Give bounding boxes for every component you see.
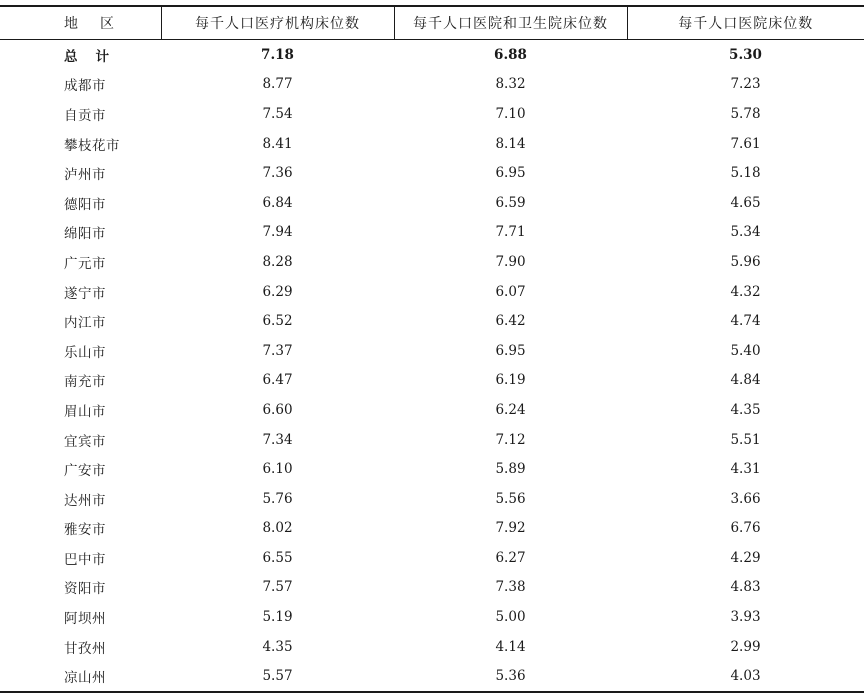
region-cell: 宜宾市 [64,433,106,450]
table-row [0,395,864,425]
region-cell: 德阳市 [64,196,106,213]
hosp-health-beds-cell: 6.59 [495,194,526,211]
inst-beds-cell: 8.02 [262,520,293,537]
table-row [0,277,864,307]
total-row [0,40,864,70]
hosp-health-beds-cell: 8.14 [495,135,526,152]
table-row [0,514,864,544]
hosp-health-beds-cell: 5.56 [495,490,526,507]
inst-beds-cell: 6.47 [262,372,293,389]
beds-per-thousand-table [0,5,864,693]
total-label [0,40,161,70]
header-inst-beds: 每千人口医疗机构床位数 [161,6,394,40]
hosp-beds-cell: 5.78 [730,105,761,122]
table-row [0,543,864,573]
total-hosp-beds: 5.30 [729,46,762,63]
region-cell: 凉山州 [0,661,161,692]
hosp-health-beds-cell: 7.10 [495,105,526,122]
hosp-health-beds-cell: 4.14 [495,638,526,655]
hosp-beds-cell: 4.03 [627,661,864,692]
hosp-health-beds-cell: 8.32 [495,76,526,93]
table-row [0,70,864,100]
hosp-beds-cell: 3.66 [730,490,761,507]
table-row [0,632,864,662]
hosp-health-beds-cell: 6.95 [495,342,526,359]
hosp-health-beds-cell: 6.42 [495,313,526,330]
region-cell: 泸州市 [64,167,106,184]
inst-beds-cell: 6.55 [262,549,293,566]
hosp-health-beds-cell: 7.90 [495,253,526,270]
table-row [0,129,864,159]
inst-beds-cell: 8.77 [262,76,293,93]
region-cell: 自贡市 [64,107,106,124]
table-row [0,336,864,366]
table-row [0,602,864,632]
hosp-beds-cell: 6.76 [730,520,761,537]
hosp-beds-cell: 5.34 [730,224,761,241]
inst-beds-cell: 7.94 [262,224,293,241]
hosp-beds-cell: 5.51 [730,431,761,448]
hosp-beds-cell: 4.74 [730,313,761,330]
hosp-beds-cell: 4.83 [730,579,761,596]
table-row [0,366,864,396]
region-cell: 雅安市 [64,522,106,539]
table-row [0,573,864,603]
region-cell: 资阳市 [64,581,106,598]
hosp-health-beds-cell: 6.07 [495,283,526,300]
inst-beds-cell: 8.41 [262,135,293,152]
total-hosp-health-beds: 6.88 [494,46,527,63]
hosp-health-beds-cell: 7.12 [495,431,526,448]
table-row [0,247,864,277]
region-cell: 甘孜州 [64,640,106,657]
region-cell: 乐山市 [64,344,106,361]
header-hosp-health-beds: 每千人口医院和卫生院床位数 [394,6,627,40]
inst-beds-cell: 5.57 [161,661,394,692]
inst-beds-cell: 6.84 [262,194,293,211]
hosp-beds-cell: 5.40 [730,342,761,359]
region-cell: 绵阳市 [64,226,106,243]
hosp-health-beds-cell: 6.24 [495,401,526,418]
total-label-char1: 总 [64,48,78,65]
inst-beds-cell: 6.29 [262,283,293,300]
inst-beds-cell: 6.52 [262,313,293,330]
hosp-beds-cell: 7.23 [730,76,761,93]
region-cell: 广安市 [64,463,106,480]
region-cell: 南充市 [64,374,106,391]
inst-beds-cell: 7.37 [262,342,293,359]
table-row [0,484,864,514]
hosp-health-beds-cell: 7.92 [495,520,526,537]
inst-beds-cell: 7.54 [262,105,293,122]
hosp-beds-cell: 4.84 [730,372,761,389]
hosp-beds-cell: 3.93 [730,609,761,626]
inst-beds-cell: 7.57 [262,579,293,596]
table-row [0,306,864,336]
inst-beds-cell: 6.10 [262,461,293,478]
region-cell: 眉山市 [64,403,106,420]
inst-beds-cell: 8.28 [262,253,293,270]
header-region-char2: 区 [100,16,114,32]
hosp-health-beds-cell: 6.19 [495,372,526,389]
total-label-char2: 计 [95,48,109,65]
table-row [0,99,864,129]
total-inst-beds: 7.18 [261,46,294,63]
header-region-char1: 地 [64,16,78,32]
hosp-beds-cell: 5.18 [730,165,761,182]
hosp-beds-cell: 2.99 [730,638,761,655]
region-cell: 广元市 [64,255,106,272]
region-cell: 巴中市 [64,551,106,568]
region-cell: 内江市 [64,315,106,332]
hosp-beds-cell: 5.96 [730,253,761,270]
hosp-beds-cell: 4.29 [730,549,761,566]
region-cell: 成都市 [64,78,106,95]
hosp-health-beds-cell: 6.27 [495,549,526,566]
hosp-beds-cell: 4.35 [730,401,761,418]
table-row [0,158,864,188]
inst-beds-cell: 7.36 [262,165,293,182]
hosp-beds-cell: 4.65 [730,194,761,211]
hosp-health-beds-cell: 5.89 [495,461,526,478]
hosp-health-beds-cell: 7.38 [495,579,526,596]
inst-beds-cell: 7.34 [262,431,293,448]
table-row [0,425,864,455]
header-region [0,6,161,40]
region-cell: 达州市 [64,492,106,509]
inst-beds-cell: 4.35 [262,638,293,655]
hosp-beds-cell: 4.31 [730,461,761,478]
table-row [0,218,864,248]
inst-beds-cell: 5.76 [262,490,293,507]
header-row [0,6,864,40]
hosp-health-beds-cell: 5.00 [495,609,526,626]
table-row [0,661,864,692]
region-cell: 阿坝州 [64,611,106,628]
table-row [0,188,864,218]
inst-beds-cell: 6.60 [262,401,293,418]
table-body [0,40,864,693]
table-row [0,454,864,484]
inst-beds-cell: 5.19 [262,609,293,626]
region-cell: 攀枝花市 [64,137,120,154]
table-header [0,6,864,40]
hosp-health-beds-cell: 5.36 [394,661,627,692]
hosp-beds-cell: 7.61 [730,135,761,152]
header-hosp-beds: 每千人口医院床位数 [627,6,864,40]
hosp-beds-cell: 4.32 [730,283,761,300]
region-cell: 遂宁市 [64,285,106,302]
hosp-health-beds-cell: 6.95 [495,165,526,182]
hosp-health-beds-cell: 7.71 [495,224,526,241]
